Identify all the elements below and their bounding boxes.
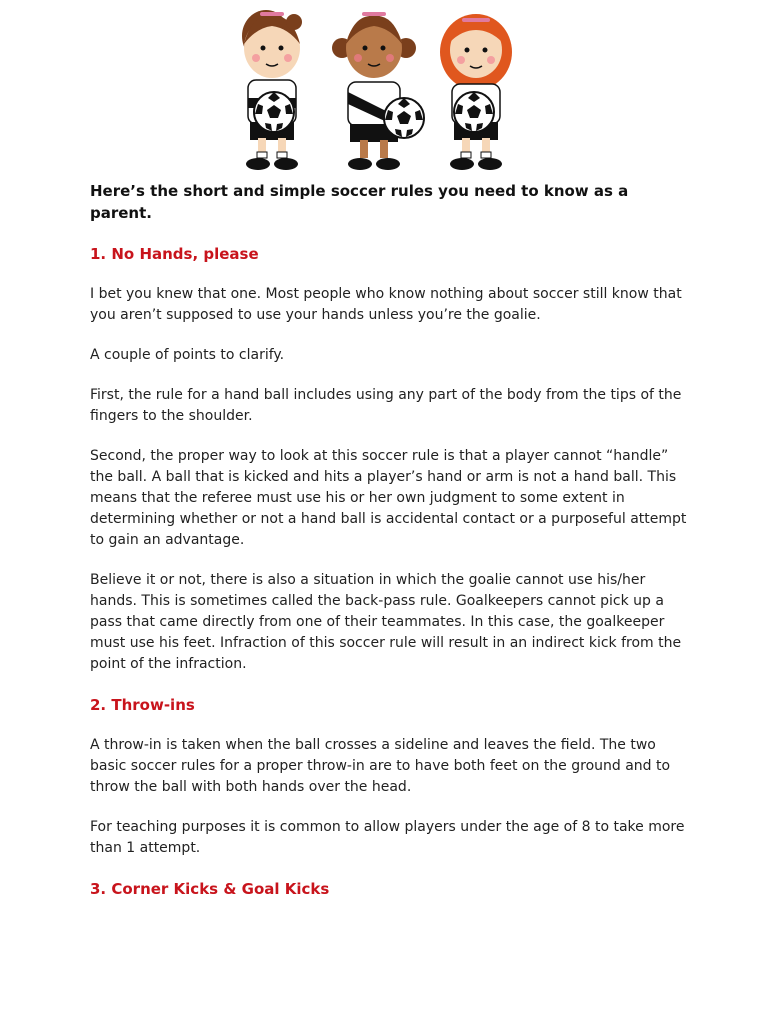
paragraph: Believe it or not, there is also a situation in which the goalie cannot use his/her hands. This is sometimes called the back-pass rule. Goalkeepers cannot pick up a pass that came directly from one of their teammates. In this case, the goalkeeper must use his feet. Infraction of this soccer rule will result in an indirect kick from the point of the infraction. xyxy=(90,572,682,672)
section-heading-throw-ins: 2. Throw-ins xyxy=(90,696,195,714)
intro-text: Here’s the short and simple soccer rules you need to know as a parent. xyxy=(90,182,629,222)
article-content xyxy=(90,180,690,919)
paragraph: First, the rule for a hand ball includes using any part of the body from the tips of the fingers to the shoulder. xyxy=(90,387,682,424)
girl-2 xyxy=(332,12,424,170)
soccer-girls-illustration xyxy=(222,8,526,176)
paragraph: A couple of points to clarify. xyxy=(90,347,285,363)
girl-3 xyxy=(440,14,512,170)
paragraph: A throw-in is taken when the ball crosses a sideline and leaves the field. The two basic soccer rules for a proper throw-in are to have both feet on the ground and to throw the ball with both hands over the head. xyxy=(90,737,671,795)
paragraph: I bet you knew that one. Most people who know nothing about soccer still know that you aren’t supposed to use your hands unless you’re the goalie. xyxy=(90,286,682,323)
girl-1 xyxy=(242,10,302,170)
paragraph: Second, the proper way to look at this soccer rule is that a player cannot “handle” the ball. A ball that is kicked and hits a player’s hand or arm is not a hand ball. This means that the referee must use his or her own judgment to some extent in determining whether or not a hand ball is accidental contact or a purposeful attempt to gain an advantage. xyxy=(90,448,687,548)
section-heading-corner-kicks: 3. Corner Kicks & Goal Kicks xyxy=(90,880,330,898)
paragraph: For teaching purposes it is common to allow players under the age of 8 to take more than 1 attempt. xyxy=(90,819,685,856)
section-heading-no-hands: 1. No Hands, please xyxy=(90,245,259,263)
